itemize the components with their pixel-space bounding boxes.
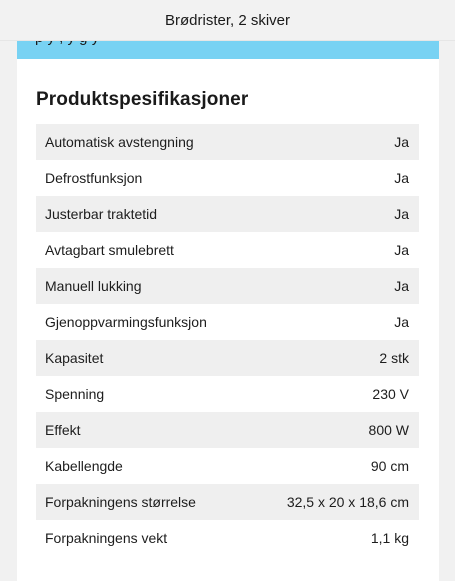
spec-value: Ja: [252, 196, 419, 232]
spec-value: 2 stk: [252, 340, 419, 376]
spec-value: 32,5 x 20 x 18,6 cm: [252, 484, 419, 520]
spec-name: Manuell lukking: [36, 268, 252, 304]
spec-value: 90 cm: [252, 448, 419, 484]
spec-name: Forpakningens vekt: [36, 520, 252, 556]
spec-value: 800 W: [252, 412, 419, 448]
specifications-table: [36, 124, 419, 556]
top-header-bar: [0, 0, 455, 41]
spec-row-reheat: [36, 304, 419, 340]
spec-row-defrost: [36, 160, 419, 196]
spec-name: Spenning: [36, 376, 252, 412]
spec-value: Ja: [252, 124, 419, 160]
spec-name: Kabellengde: [36, 448, 252, 484]
spec-row-package-size: [36, 484, 419, 520]
specifications-heading: Produktspesifikasjoner: [36, 89, 249, 110]
spec-row-power: [36, 412, 419, 448]
spec-value: Ja: [252, 268, 419, 304]
spec-value: Ja: [252, 232, 419, 268]
spec-row-crumb-tray: [36, 232, 419, 268]
spec-name: Defrostfunksjon: [36, 160, 252, 196]
spec-name: Automatisk avstengning: [36, 124, 252, 160]
page-title: Brødrister, 2 skiver: [164, 11, 291, 29]
spec-value: 230 V: [252, 376, 419, 412]
spec-value: Ja: [252, 304, 419, 340]
spec-row-manual-close: [36, 268, 419, 304]
spec-name: Justerbar traktetid: [36, 196, 252, 232]
spec-name: Avtagbart smulebrett: [36, 232, 252, 268]
spec-value: Ja: [252, 160, 419, 196]
spec-name: Forpakningens størrelse: [36, 484, 252, 520]
spec-row-package-weight: [36, 520, 419, 556]
spec-row-voltage: [36, 376, 419, 412]
spec-row-capacity: [36, 340, 419, 376]
spec-row-cable-length: [36, 448, 419, 484]
spec-row-adjustable-time: [36, 196, 419, 232]
spec-value: 1,1 kg: [252, 520, 419, 556]
spec-name: Effekt: [36, 412, 252, 448]
spec-name: Gjenoppvarmingsfunksjon: [36, 304, 252, 340]
spec-row-automatic-shutoff: [36, 124, 419, 160]
info-banner: [17, 41, 439, 59]
spec-name: Kapasitet: [36, 340, 252, 376]
